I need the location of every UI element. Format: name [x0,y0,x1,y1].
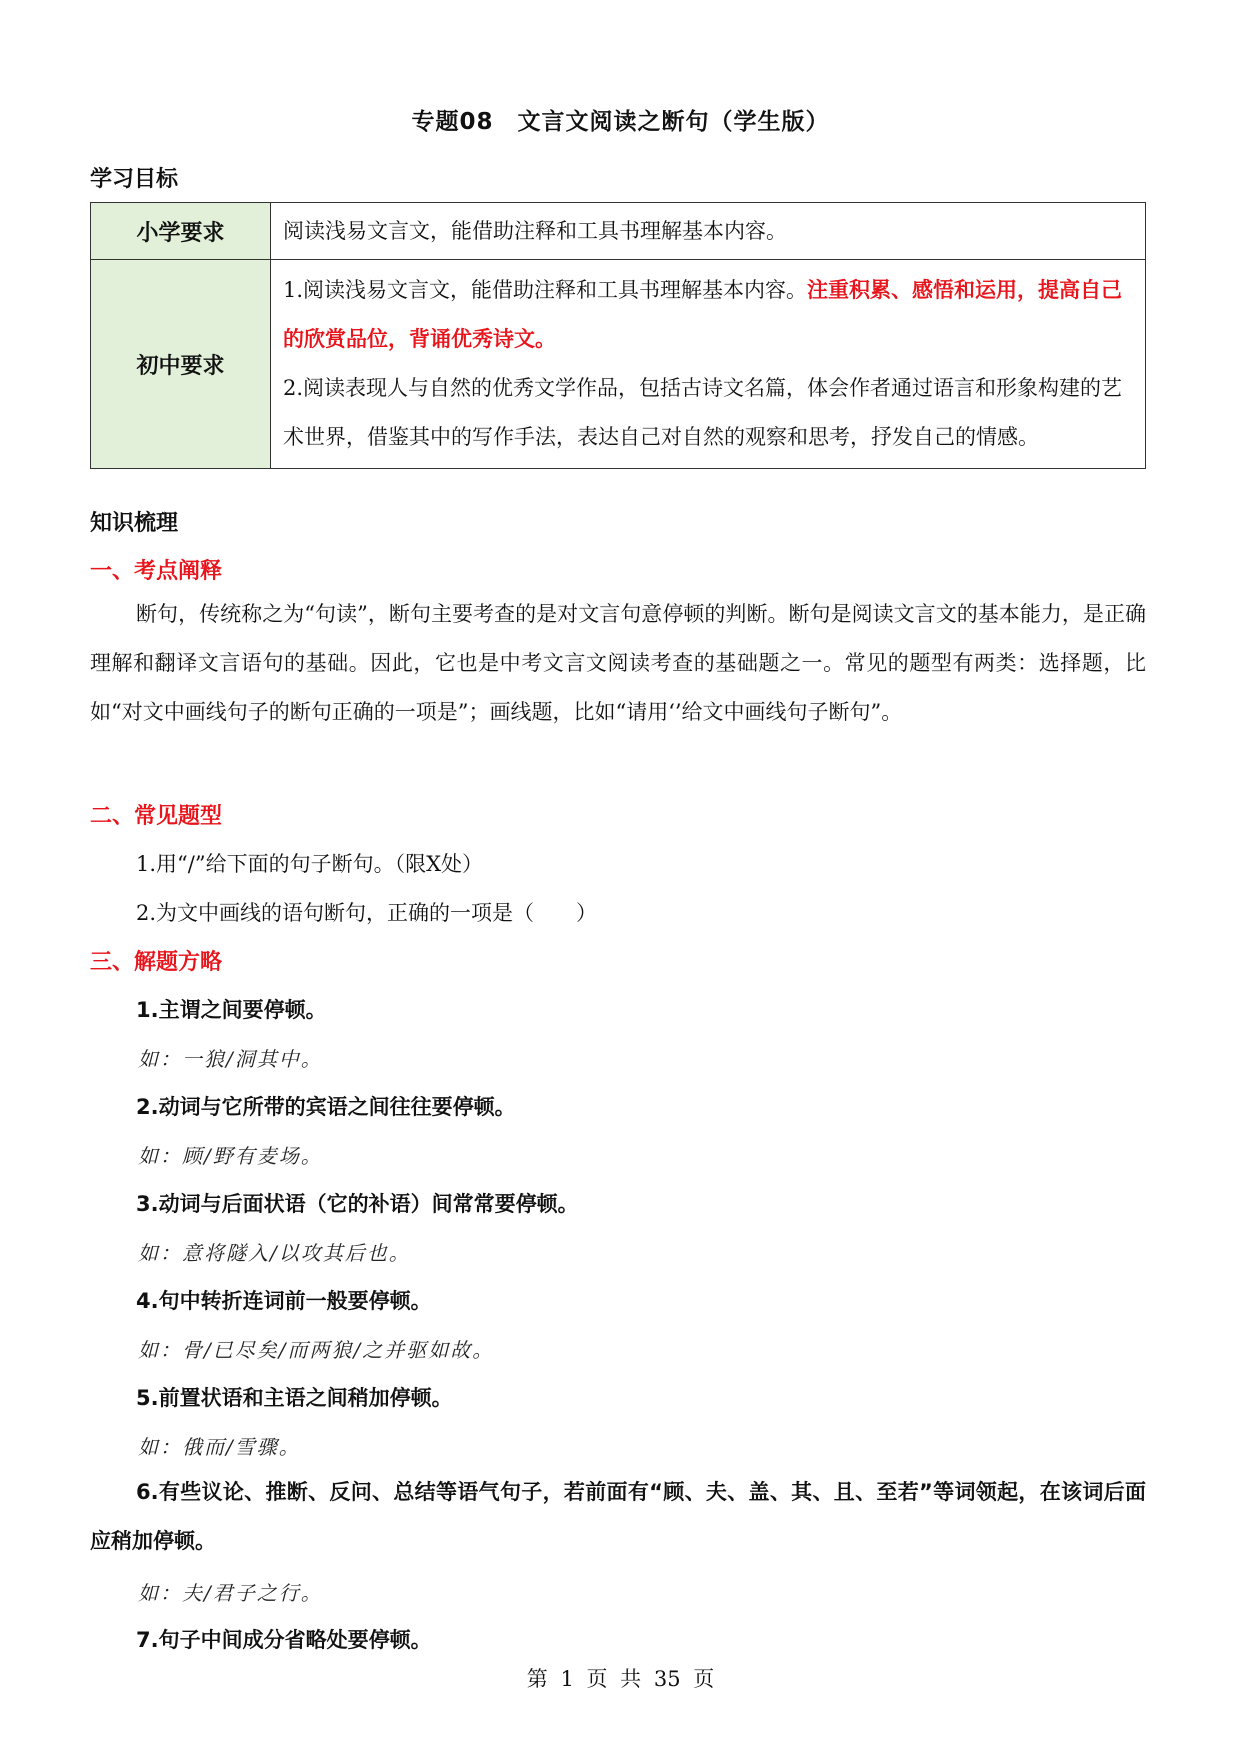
junior-item1-text: 1.阅读浅易文言文，能借助注释和工具书理解基本内容。 [283,278,808,302]
rule-1: 1.主谓之间要停顿。 [136,998,327,1022]
row-label-primary: 小学要求 [91,203,271,260]
junior-item2-text: 2.阅读表现人与自然的优秀文学作品，包括古诗文名篇，体会作者通过语言和形象构建的艺术世界，借鉴其中的写作手法，表达自己对自然的观察和思考，抒发自己的情感。 [283,376,1123,449]
rule-2-example: 如：顾/野有麦场。 [138,1144,323,1168]
part1-heading: 一、考点阐释 [90,559,223,584]
rule-7: 7.句子中间成分省略处要停顿。 [136,1628,432,1652]
rule-6-example: 如：夫/君子之行。 [138,1581,323,1605]
section-heading-knowledge: 知识梳理 [90,511,179,536]
part1-paragraph [90,590,1146,737]
question-type-2: 2.为文中画线的语句断句，正确的一项是（ ） [136,901,598,925]
rule-6-text: 6.有些议论、推断、反问、总结等语气句子，若前面有“顾、夫、盖、其、且、至若”等词领起，在该词后面应稍加停顿。 [90,1480,1146,1553]
rule-5-example: 如：俄而/雪骤。 [138,1435,301,1459]
table-row [91,260,1146,469]
part2-heading: 二、常见题型 [90,804,223,829]
rule-5: 5.前置状语和主语之间稍加停顿。 [136,1386,453,1410]
section-heading-goals: 学习目标 [90,167,179,192]
table-row [91,203,1146,260]
learning-goals-table [90,202,1146,469]
row-label-junior: 初中要求 [91,260,271,469]
rule-1-example: 如：一狼/洞其中。 [138,1047,323,1071]
rule-4: 4.句中转折连词前一般要停顿。 [136,1289,432,1313]
rule-2: 2.动词与它所带的宾语之间往往要停顿。 [136,1095,516,1119]
page-title: 专题08 文言文阅读之断句（学生版） [411,109,830,135]
rule-3: 3.动词与后面状语（它的补语）间常常要停顿。 [136,1192,579,1216]
part3-heading: 三、解题方略 [90,950,223,975]
row-text-primary: 阅读浅易文言文，能借助注释和工具书理解基本内容。 [271,203,1146,260]
part1-paragraph-text: 断句，传统称之为“句读”，断句主要考查的是对文言句意停顿的判断。断句是阅读文言文的基本能力，是正确理解和翻译文言语句的基础。因此，它也是中考文言文阅读考查的基础题之一。常见的题型有两类：选择题，比如“对文中画线句子的断句正确的一项是”；画线题，比如“请用‘’给文中画线句子断句”。 [90,602,1146,724]
rule-6 [90,1468,1146,1566]
row-text-junior [271,260,1146,469]
rule-4-example: 如：骨/已尽矣/而两狼/之并驱如故。 [138,1338,495,1362]
page-number-footer: 第 1 页 共 35 页 [526,1667,715,1691]
rule-3-example: 如：意将隧入/以攻其后也。 [138,1241,411,1265]
junior-item1-emphasis: 注重积累、感悟和运用，提高自己的欣赏品位，背诵优秀诗文。 [283,278,1123,351]
question-type-1: 1.用“/”给下面的句子断句。（限X处） [136,852,484,876]
